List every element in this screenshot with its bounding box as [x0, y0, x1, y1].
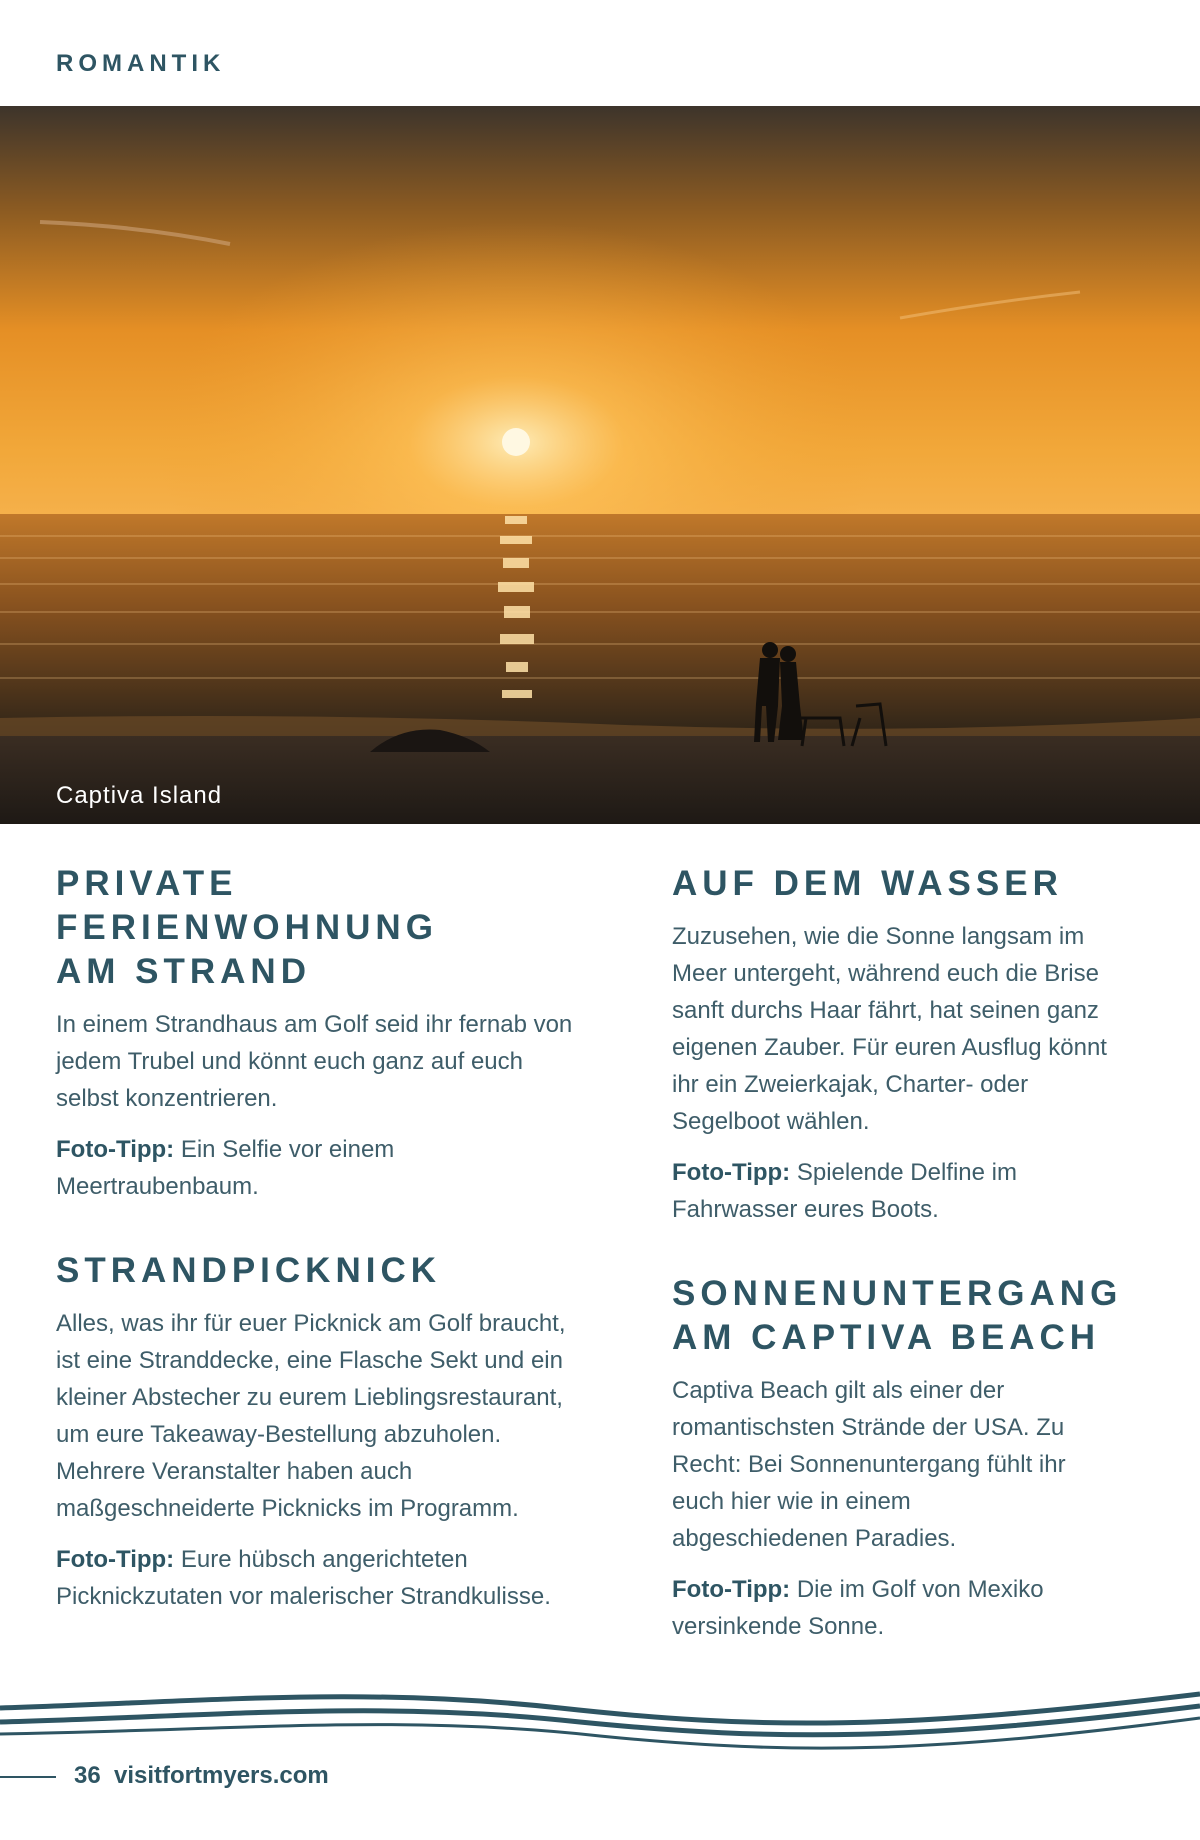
body-text: In einem Strandhaus am Golf seid ihr fernab von jedem Trubel und könnt euch ganz auf euch selbst konzentrieren. [56, 1011, 573, 1112]
photo-tip-text: Die im Golf von Mexiko versinkende Sonne. [672, 1576, 1044, 1640]
photo-tip [672, 1154, 1052, 1228]
heading-line: PRIVATE FERIENWOHNUNG [56, 864, 438, 947]
body-text: Alles, was ihr für euer Picknick am Golf braucht, ist eine Stranddecke, eine Flasche Sekt und ein kleiner Abstecher zu eurem Lieblingsrestaurant, um eure Takeaway-Bestellung abzuholen. Mehrere Veranstalter haben auch maßgeschneiderte Picknicks im Programm. [56, 1310, 566, 1522]
heading-line: AUF DEM WASSER [672, 864, 1063, 903]
photo-tip-label: Foto-Tipp: [56, 1136, 175, 1163]
heading-strandpicknick [56, 1249, 616, 1293]
photo-tip-label: Foto-Tipp: [672, 1159, 791, 1186]
footer-rule [0, 1776, 56, 1778]
heading-line: SONNENUNTERGANG [672, 1274, 1123, 1313]
page-number: 36 [74, 1762, 101, 1789]
section-label: ROMANTIK [56, 50, 226, 77]
sun-icon [502, 428, 530, 456]
heading-auf-dem-wasser [672, 862, 1142, 906]
sunset-beach-photo [0, 106, 1200, 824]
photo-tip-text: Spielende Delfine im Fahrwasser eures Boots. [672, 1159, 1017, 1223]
heading-sonnenuntergang [672, 1272, 1142, 1360]
photo-tip-text: Eure hübsch angerichteten Picknickzutaten vor malerischer Strandkulisse. [56, 1546, 551, 1610]
body-text: Captiva Beach gilt als einer der romantischsten Strände der USA. Zu Recht: Bei Sonnenuntergang fühlt ihr euch hier wie in einem abgeschiedenen Paradies. [672, 1377, 1066, 1552]
body-text: Zuzusehen, wie die Sonne langsam im Meer untergeht, während euch die Brise sanft durchs Haar fährt, hat seinen ganz eigenen Zauber. Für euren Ausflug könnt ihr ein Zweierkajak, Charter- oder Segelboot wählen. [672, 923, 1107, 1135]
website-link[interactable]: visitfortmyers.com [114, 1762, 329, 1789]
photo-tip-label: Foto-Tipp: [672, 1576, 791, 1603]
photo-tip [672, 1571, 1092, 1645]
heading-line: AM STRAND [56, 952, 311, 991]
photo-caption: Captiva Island [56, 782, 223, 809]
heading-line: AM CAPTIVA BEACH [672, 1318, 1101, 1357]
photo-tip-label: Foto-Tipp: [56, 1546, 175, 1573]
wave-divider [0, 1680, 1200, 1760]
photo-tip [56, 1541, 616, 1615]
photo-tip-text: Ein Selfie vor einem Meertraubenbaum. [56, 1136, 395, 1200]
heading-line: STRANDPICKNICK [56, 1251, 441, 1290]
footer [0, 1760, 1200, 1800]
hero-photo [0, 106, 1200, 824]
right-column [672, 862, 1142, 1645]
heading-private-ferienwohnung [56, 862, 616, 994]
photo-tip [56, 1131, 436, 1205]
left-column [56, 862, 616, 1615]
